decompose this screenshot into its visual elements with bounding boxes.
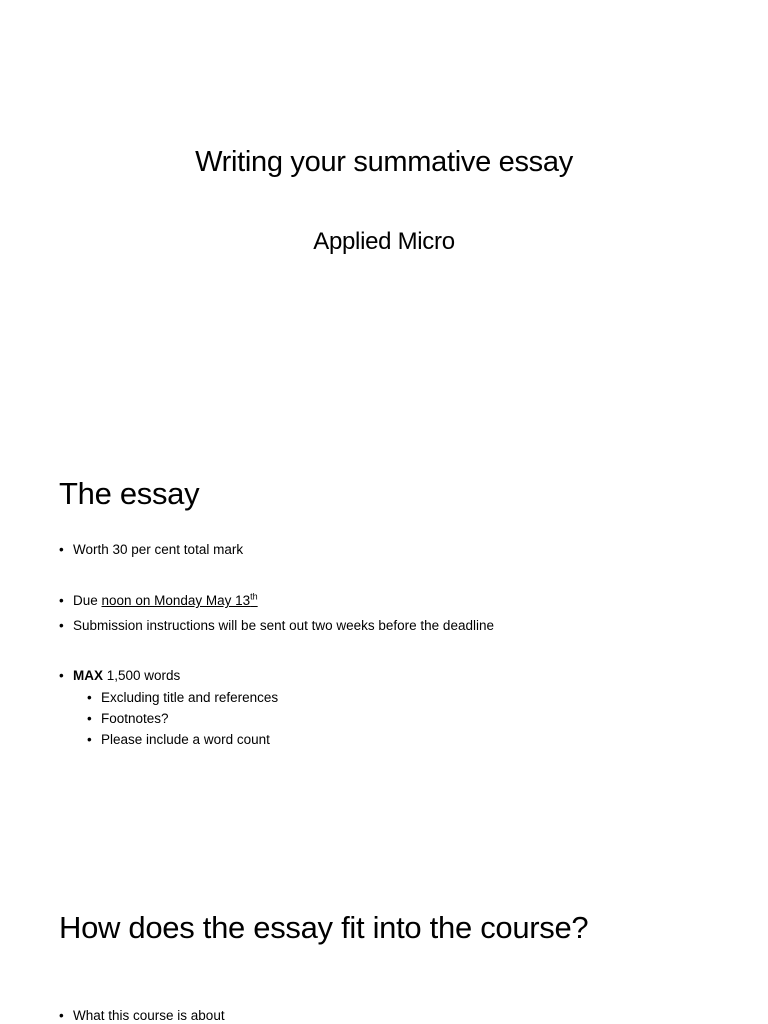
bullet-text: What this course is about bbox=[73, 1008, 225, 1023]
bullet-text: Due bbox=[73, 593, 102, 608]
bullet-worth bbox=[59, 542, 243, 558]
bullet-submission bbox=[59, 618, 494, 634]
bullet-icon: • bbox=[87, 711, 92, 726]
bullet-icon: • bbox=[59, 668, 64, 683]
section-heading-essay: The essay bbox=[59, 476, 200, 511]
bullet-icon: • bbox=[87, 732, 92, 747]
bullet-icon: • bbox=[59, 618, 64, 633]
bullet-max-words bbox=[59, 668, 180, 684]
bullet-icon: • bbox=[87, 690, 92, 705]
due-date-text: noon on Monday May 13th bbox=[101, 591, 258, 608]
bullet-text: Footnotes? bbox=[101, 711, 169, 726]
bullet-due bbox=[59, 593, 258, 609]
bullet-course-about bbox=[59, 1008, 225, 1024]
bullet-text: Worth 30 per cent total mark bbox=[73, 542, 244, 557]
slide-title: Writing your summative essay bbox=[195, 146, 573, 178]
bullet-icon: • bbox=[59, 542, 64, 557]
bullet-icon: • bbox=[59, 593, 64, 608]
ordinal-suffix: th bbox=[250, 591, 258, 602]
max-label: MAX bbox=[73, 668, 103, 683]
sub-bullet-wordcount bbox=[87, 732, 270, 748]
bullet-text: 1,500 words bbox=[103, 668, 181, 683]
section-heading-course: How does the essay fit into the course? bbox=[59, 910, 589, 945]
bullet-text: Submission instructions will be sent out two weeks before the deadline bbox=[73, 618, 494, 633]
bullet-text: Excluding title and references bbox=[101, 690, 279, 705]
bullet-icon: • bbox=[59, 1008, 64, 1023]
slide-subtitle: Applied Micro bbox=[313, 228, 455, 255]
sub-bullet-excluding bbox=[87, 690, 278, 706]
sub-bullet-footnotes bbox=[87, 711, 169, 727]
bullet-text: Please include a word count bbox=[101, 732, 270, 747]
